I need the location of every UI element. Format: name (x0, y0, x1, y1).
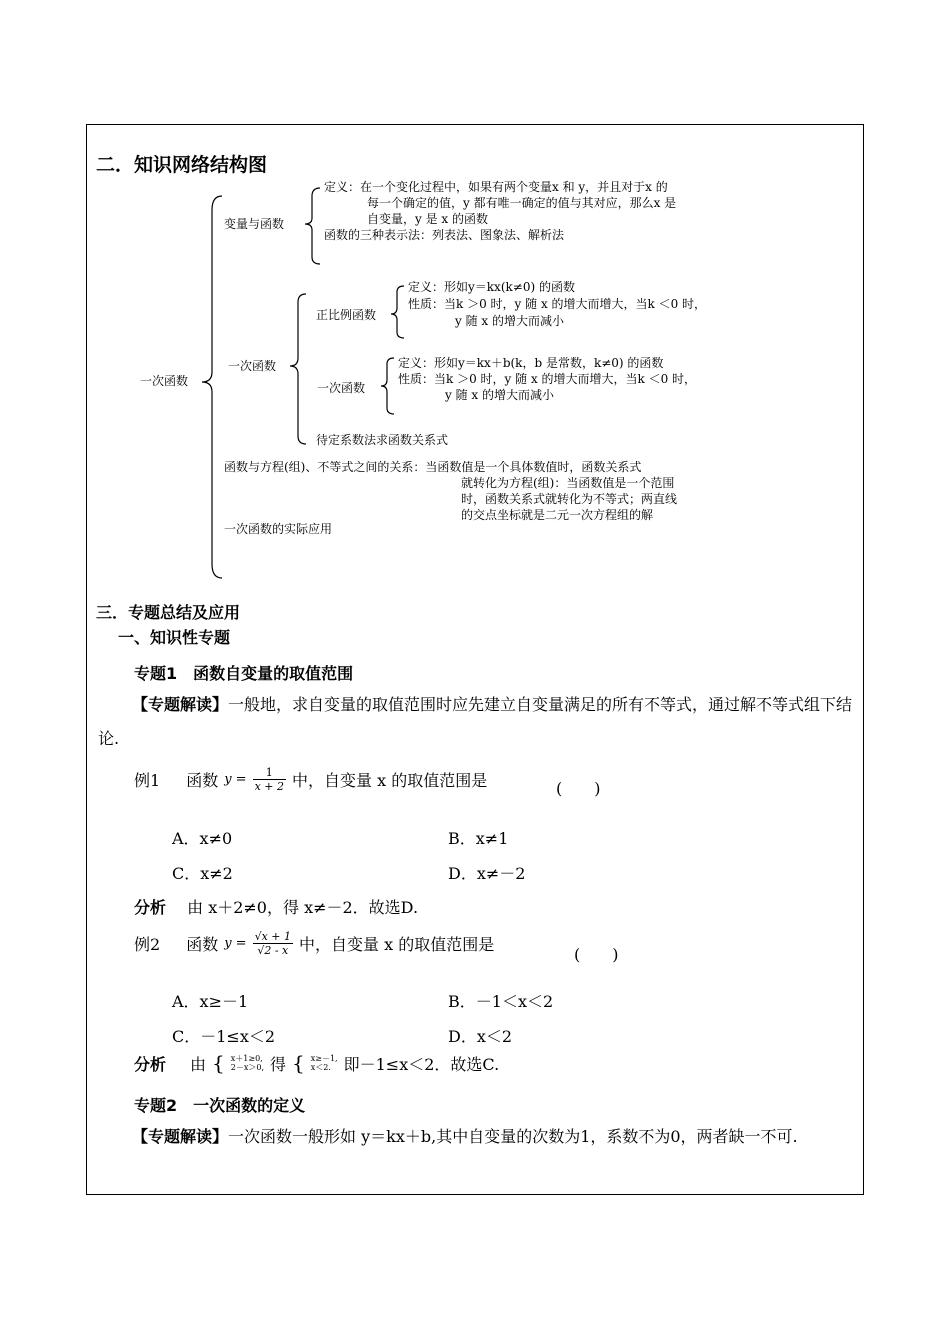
ex2-post: 中，自变量 x 的取值范围是 (299, 935, 495, 954)
ex1-option-d: D．x≠－2 (448, 864, 526, 883)
map-lin-def: 定义：形如y＝kx＋b(k，b 是常数，k≠0) 的函数 (398, 356, 664, 370)
ex2-label: 例2 (134, 935, 161, 954)
subsection-title: 一、知识性专题 (118, 628, 231, 647)
map-undetermined-coefficients: 待定系数法求函数关系式 (316, 433, 449, 447)
map-lin-property2: y 随 x 的增大而减小 (445, 388, 554, 402)
ex2-system2-line2: x＜2. (310, 1063, 331, 1072)
ex1-fraction (253, 766, 286, 793)
ex1-y: y = (224, 772, 247, 787)
map-linear: 一次函数 (317, 381, 366, 395)
map-prop-def: 定义：形如y＝kx(k≠0) 的函数 (408, 280, 575, 294)
ex1-answer-paren: ( ) (556, 779, 601, 798)
map-application: 一次函数的实际应用 (224, 522, 333, 536)
ex1-label: 例1 (134, 771, 161, 790)
topic2-reading (98, 1120, 858, 1154)
map-prop-property2: y 随 x 的增大而减小 (455, 314, 564, 328)
ex2-numerator: √x + 1 (254, 930, 291, 943)
ex2-fraction (253, 930, 293, 957)
map-proportional: 正比例函数 (316, 308, 377, 322)
ex2-analysis-mid: 得 (270, 1054, 287, 1074)
map-vf-def-line2: 每一个确定的值，y 都有唯一确定的值与其对应，那么x 是 (367, 196, 677, 210)
ex1-option-c: C．x≠2 (172, 864, 233, 883)
topic1-title: 专题1 函数自变量的取值范围 (134, 664, 354, 683)
map-prop-property1: 性质：当k ＞0 时，y 随 x 的增大而增大，当k ＜0 时， (408, 297, 707, 311)
ex1-analysis-text: 由 x＋2≠0，得 x≠－2．故选D. (187, 898, 419, 917)
ex1-option-b: B．x≠1 (448, 829, 509, 848)
ex2-analysis (134, 1051, 499, 1075)
ex2-answer-paren: ( ) (574, 945, 619, 964)
ex2-brace-right: { (292, 1051, 305, 1075)
map-equation-line1: 函数与方程(组)、不等式之间的关系：当函数值是一个具体数值时，函数关系式 (224, 460, 642, 474)
topic1-text: 一般地，求自变量的取值范围时应先建立自变量满足的所有不等式，通过解不等式组下结论. (98, 695, 853, 748)
map-variable-function: 变量与函数 (224, 217, 285, 231)
example1 (134, 766, 487, 793)
ex2-system2 (311, 1054, 338, 1072)
map-vf-def-line1: 定义：在一个变化过程中，如果有两个变量x 和 y，并且对于x 的 (324, 180, 668, 194)
ex1-numerator: 1 (253, 766, 286, 780)
ex1-analysis-label: 分析 (134, 898, 167, 917)
ex2-system2-line1: x≥－1, (310, 1054, 338, 1063)
example2 (134, 930, 494, 957)
ex2-system1-line1: x＋1≥0, (230, 1054, 263, 1063)
map-lin-property1: 性质：当k ＞0 时，y 随 x 的增大而增大，当k ＜0 时， (398, 372, 697, 386)
ex2-option-d: D．x＜2 (448, 1027, 513, 1046)
ex1-analysis (134, 895, 418, 918)
map-vf-representation: 函数的三种表示法：列表法、图象法、解析法 (324, 228, 565, 242)
ex1-post: 中，自变量 x 的取值范围是 (292, 771, 488, 790)
ex1-pre: 函数 (186, 771, 219, 790)
ex2-option-c: C．－1≤x＜2 (172, 1027, 276, 1046)
topic1-lead: 【专题解读】 (132, 695, 229, 714)
map-equation-line4: 的交点坐标就是二元一次方程组的解 (461, 508, 654, 522)
topic2-text: 一次函数一般形如 y＝kx＋b,其中自变量的次数为1，系数不为0，两者缺一不可. (228, 1127, 798, 1146)
topic2-lead: 【专题解读】 (132, 1127, 229, 1146)
map-vf-def-line3: 自变量，y 是 x 的函数 (367, 212, 488, 226)
section3-title: 三．专题总结及应用 (96, 603, 241, 622)
ex2-analysis-post: 即－1≤x＜2．故选C. (343, 1054, 500, 1074)
ex2-system1-line2: 2－x＞0, (230, 1063, 264, 1072)
map-root: 一次函数 (140, 374, 189, 388)
section-title: 二．知识网络结构图 (96, 154, 268, 176)
ex1-option-a: A．x≠0 (172, 829, 233, 848)
ex2-brace-left: { (212, 1051, 225, 1075)
ex2-analysis-label: 分析 (134, 1054, 167, 1074)
ex1-denominator: x + 2 (254, 780, 284, 793)
map-linear-function: 一次函数 (228, 359, 277, 373)
map-equation-line2: 就转化为方程(组)：当函数值是一个范围 (461, 476, 675, 490)
ex2-analysis-pre: 由 (190, 1054, 207, 1074)
ex2-denominator: √2 - x (257, 944, 289, 957)
ex2-system1 (231, 1054, 264, 1072)
ex2-pre: 函数 (186, 935, 219, 954)
ex2-option-a: A．x≥－1 (172, 992, 249, 1011)
map-equation-line3: 时，函数关系式就转化为不等式；两直线 (461, 492, 678, 506)
topic1-reading (98, 688, 858, 756)
ex2-option-b: B．－1＜x＜2 (448, 992, 554, 1011)
topic2-title: 专题2 一次函数的定义 (134, 1096, 306, 1115)
ex2-y: y = (224, 936, 247, 951)
